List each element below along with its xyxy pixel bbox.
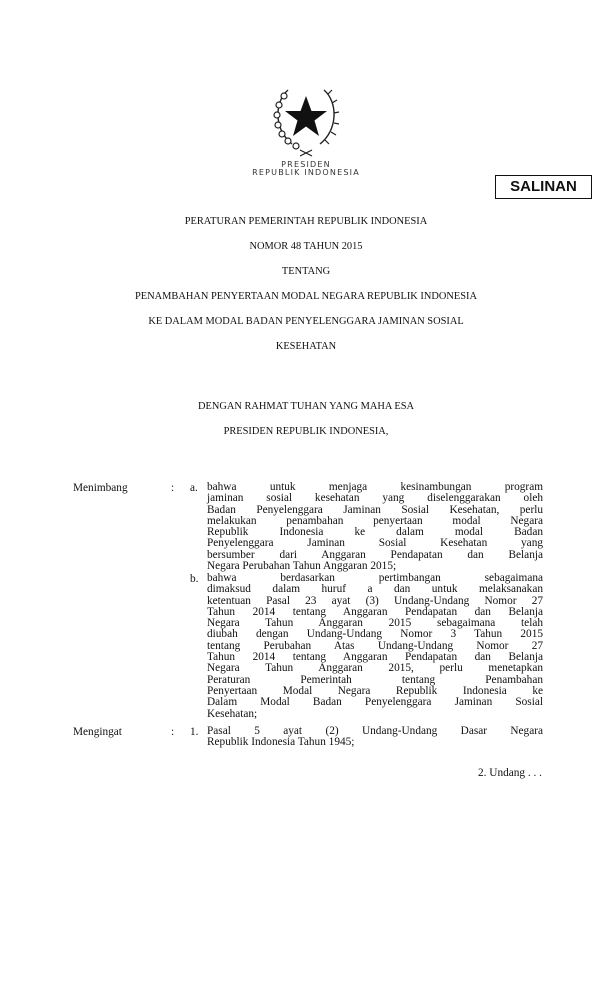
- text-line: dimaksud dalam huruf a dan untuk melaksanakan: [207, 583, 543, 596]
- next-page-catchword: 2. Undang . . .: [477, 767, 542, 779]
- salinan-stamp: SALINAN: [495, 175, 592, 199]
- title-subject-3: KESEHATAN: [275, 341, 337, 352]
- title-number: NOMOR 48 TAHUN 2015: [249, 241, 363, 252]
- menimbang-b-marker: b.: [190, 573, 199, 585]
- text-line: diubah dengan Undang-Undang Nomor 3 Tahun 2015: [207, 628, 543, 641]
- text-line: Pasal 5 ayat (2) Undang-Undang Dasar Negara: [207, 725, 543, 737]
- text-line: Penyertaan Modal Negara Republik Indonesia ke: [207, 684, 543, 697]
- mengingat-label: Mengingat: [73, 726, 122, 738]
- header-republik-indonesia: REPUBLIK INDONESIA: [252, 168, 360, 177]
- text-line: Republik Indonesia Tahun 1945;: [207, 736, 355, 749]
- menimbang-b-text: [207, 573, 543, 720]
- preamble-presiden: PRESIDEN REPUBLIK INDONESIA,: [223, 426, 389, 437]
- mengingat-colon: :: [171, 726, 175, 738]
- title-regulation: PERATURAN PEMERINTAH REPUBLIK INDONESIA: [184, 216, 428, 227]
- menimbang-label: Menimbang: [73, 482, 128, 494]
- text-line: Tahun 2014 tentang Anggaran Pendapatan dan Belanja: [207, 651, 543, 664]
- text-line: melakukan penambahan penyertaan modal Negara: [207, 514, 543, 527]
- menimbang-a-text: [207, 482, 543, 572]
- text-line: Dalam Modal Badan Penyelenggara Jaminan Sosial: [207, 696, 543, 709]
- text-line: Penyelenggara Jaminan Sosial Kesehatan yang: [207, 537, 543, 550]
- menimbang-colon: :: [171, 482, 175, 494]
- header-presiden: PRESIDEN: [281, 160, 331, 169]
- text-line: Tahun 2014 tentang Anggaran Pendapatan dan Belanja: [207, 605, 543, 618]
- text-line: Peraturan Pemerintah tentang Penambahan: [207, 673, 543, 686]
- text-line: bersumber dari Anggaran Pendapatan dan Belanja: [207, 548, 543, 561]
- text-line: Badan Penyelenggara Jaminan Sosial Kesehatan, perlu: [207, 503, 543, 516]
- text-line: tentang Perubahan Atas Undang-Undang Nomor 27: [207, 639, 543, 652]
- text-line: jaminan sosial kesehatan yang diselenggarakan oleh: [207, 492, 543, 505]
- mengingat-1-marker: 1.: [190, 726, 199, 738]
- text-line: Negara Tahun Anggaran 2015 sebagaimana telah: [207, 617, 543, 630]
- text-line: ketentuan Pasal 23 ayat (3) Undang-Undang Nomor 27: [207, 594, 543, 607]
- text-line: Negara Perubahan Tahun Anggaran 2015;: [207, 560, 397, 573]
- text-line: bahwa berdasarkan pertimbangan sebagaimana: [207, 572, 543, 584]
- text-line: Republik Indonesia ke dalam modal Badan: [207, 526, 543, 539]
- menimbang-a-marker: a.: [190, 482, 198, 494]
- text-line: Negara Tahun Anggaran 2015, perlu menetapkan: [207, 662, 543, 675]
- star-icon: [285, 96, 327, 136]
- text-line: bahwa untuk menjaga kesinambungan program: [207, 481, 543, 493]
- title-subject-1: PENAMBAHAN PENYERTAAN MODAL NEGARA REPUBLIK INDONESIA: [135, 291, 477, 302]
- title-tentang: TENTANG: [281, 266, 331, 277]
- mengingat-1-text: [207, 726, 543, 749]
- text-line: Kesehatan;: [207, 707, 258, 720]
- preamble-rahmat: DENGAN RAHMAT TUHAN YANG MAHA ESA: [198, 401, 414, 412]
- title-subject-2: KE DALAM MODAL BADAN PENYELENGGARA JAMINAN SOSIAL: [148, 316, 464, 327]
- presidential-emblem-icon: [266, 78, 346, 158]
